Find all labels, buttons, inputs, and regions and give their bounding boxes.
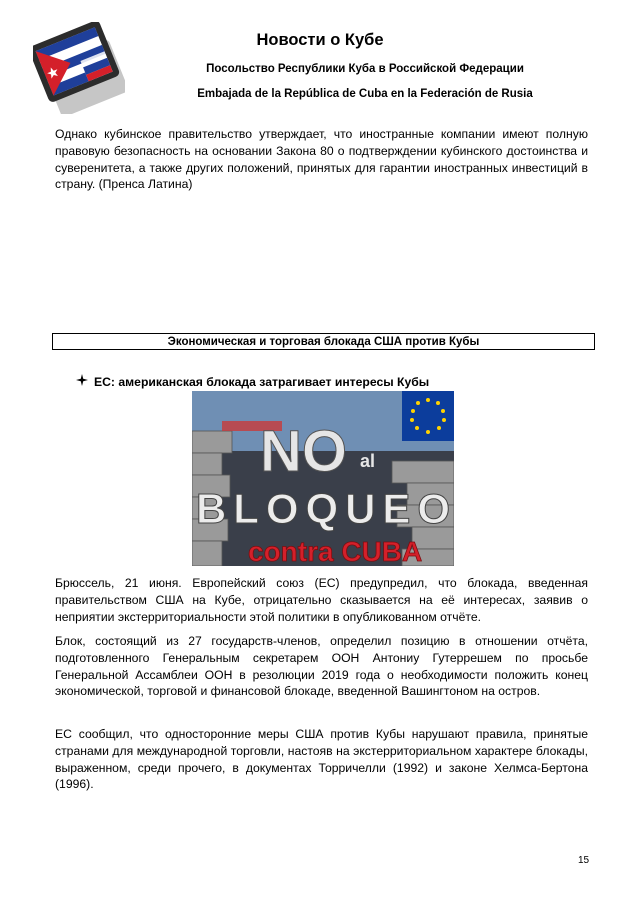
intro-paragraph: Однако кубинское правительство утверждает, что иностранные компании имеют полную правовую безопасность на основании Закона 80 о подтверждении кубинского достоинства и суверенитета, а также других положений, принятых для гарантии иностранных инвестиций в страну. (Пренса Латина) bbox=[55, 127, 588, 192]
image-text-contra: contra CUBA bbox=[248, 536, 423, 566]
diamond-bullet-icon bbox=[76, 374, 90, 389]
article-headline bbox=[76, 374, 429, 389]
image-text-no: NO bbox=[260, 419, 347, 484]
cuba-russia-flag-icon bbox=[33, 22, 125, 114]
article-paragraph-2: Блок, состоящий из 27 государств-членов, определил позицию в отношении отчёта, подготовленного Генеральным секретарем ООН Антониу Гутеррешем по просьбе Генеральной Ассамблеи ООН в резолюции 2019 года о необходимости положить конец экономической, торговой и финансовой блокаде, введенной Вашингтоном на остров. bbox=[55, 634, 588, 699]
page-title: Новости о Кубе bbox=[256, 31, 384, 49]
no-al-bloqueo-image bbox=[192, 391, 454, 566]
image-text-bloqueo: BLOQUEO bbox=[196, 485, 450, 532]
embassy-name-es: Embajada de la República de Cuba en la Federación de Rusia bbox=[197, 88, 533, 100]
article-paragraph-3: ЕС сообщил, что односторонние меры США против Кубы нарушают правила, принятые странами для международной торговли, настояв на экстерриториальном характере блокады, выраженном, среди прочего, в документах Торричелли (1992) и законе Хелмса-Бертона (1996). bbox=[55, 727, 588, 792]
embassy-name-ru: Посольство Республики Куба в Российской Федерации bbox=[206, 63, 524, 75]
page-number: 15 bbox=[578, 855, 590, 866]
image-text-al: al bbox=[360, 451, 376, 471]
article-headline-text: ЕС: американская блокада затрагивает интересы Кубы bbox=[94, 375, 430, 389]
article-paragraph-1: Брюссель, 21 июня. Европейский союз (ЕС) предупредил, что блокада, введенная правительством США на Кубе, отрицательно сказывается на её интересах, заявив о неприятии экстерриториальности этой политики в опубликованном отчёте. bbox=[55, 576, 588, 624]
section-heading: Экономическая и торговая блокада США против Кубы bbox=[52, 333, 595, 350]
